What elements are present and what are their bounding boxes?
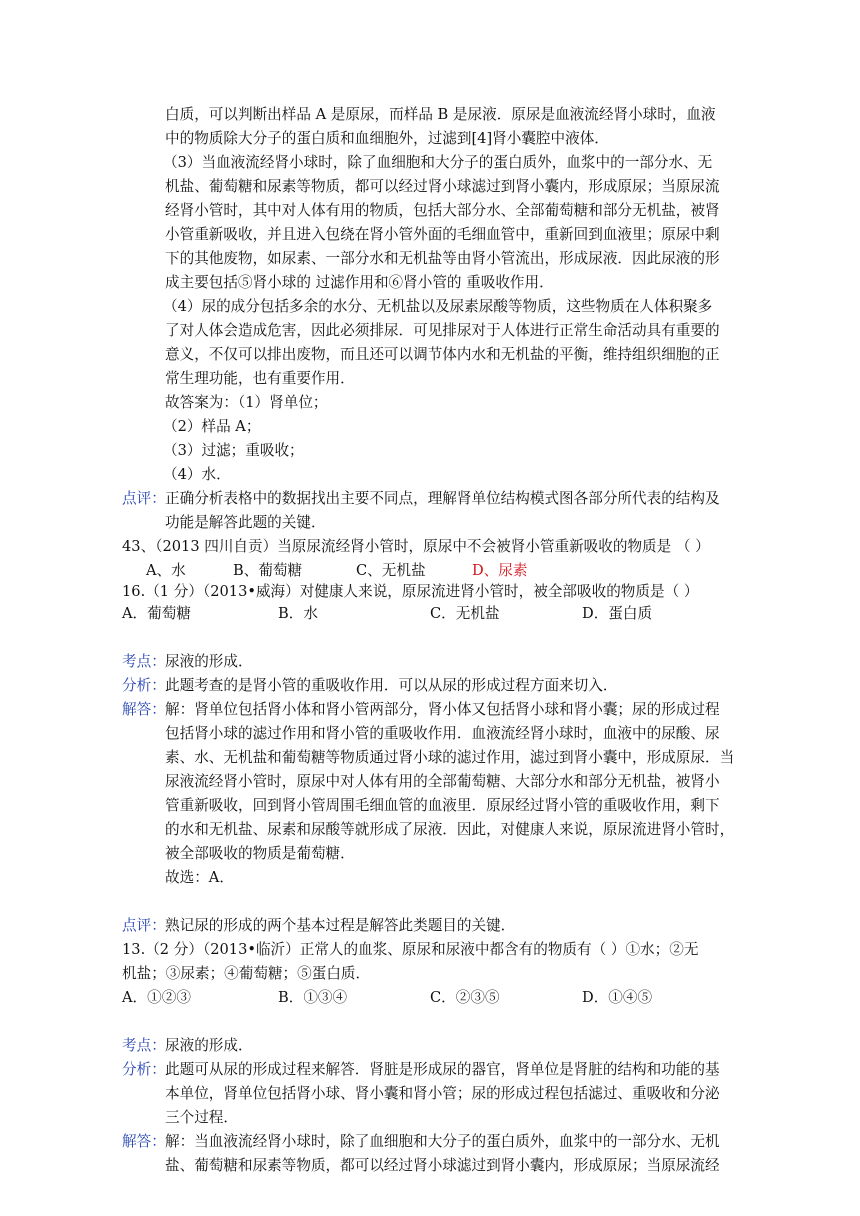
question-16-option-d: D．蛋白质 [582,605,653,622]
solution-text: 解：当血液流经肾小球时，除了血细胞和大分子的蛋白质外，血浆中的一部分水、无机 [165,1133,720,1150]
solution-text: 解：肾单位包括肾小体和肾小管两部分，肾小体又包括肾小球和肾小囊；尿的形成过程 [165,701,720,718]
text-line: 机盐、葡萄糖和尿素等物质，都可以经过肾小球滤过到肾小囊内，形成原尿；当原尿流 [165,178,720,195]
answer-item: （4）水． [163,466,231,483]
solution-text: 包括肾小球的滤过作用和肾小管的重吸收作用．血液流经肾小球时，血液中的尿酸、尿 [165,725,720,742]
answer-item: （3）过滤；重吸收； [163,442,304,459]
point-text: 尿液的形成． [165,653,253,670]
comment-text: 正确分析表格中的数据找出主要不同点，理解肾单位结构模式图各部分所代表的结构及 [165,490,720,507]
text-line: 成主要包括⑤肾小球的 过滤作用和⑥肾小管的 重吸收作用． [165,274,554,291]
analysis-text: 本单位，肾单位包括肾小球、肾小囊和肾小管；尿的形成过程包括滤过、重吸收和分泌 [165,1085,720,1102]
question-43-option-a: A、水 [146,562,186,579]
question-43-stem: 43、（2013 四川自贡）当原尿流经肾小管时，原尿中不会被肾小管重新吸收的物质是 （ ） [122,538,710,555]
answer-item: （2）样品 A； [163,418,261,435]
analysis-text: 三个过程． [165,1109,238,1126]
text-line: 中的物质除大分子的蛋白质和血细胞外，过滤到[4]肾小囊腔中液体． [165,130,609,147]
text-line: （3）当血液流经肾小球时，除了血细胞和大分子的蛋白质外，血浆中的一部分水、无 [163,154,713,171]
analysis-text: 此题考查的是肾小管的重吸收作用．可以从尿的形成过程方面来切入． [165,677,618,694]
question-13-option-d: D．①④⑤ [582,989,653,1006]
text-line: 白质，可以判断出样品 A 是原尿，而样品 B 是尿液．原尿是血液流经肾小球时，血液 [165,106,716,123]
answer-summary: 故答案为：（1）肾单位； [165,394,328,411]
point-label: 考点： [122,653,166,670]
question-13-option-b: B．①③④ [278,989,348,1006]
solution-text: 素、水、无机盐和葡萄糖等物质通过肾小球的滤过作用，滤过到肾小囊中，形成原尿．当 [165,749,735,766]
question-13-option-a: A．①②③ [122,989,191,1006]
question-13-stem: 机盐；③尿素；④葡萄糖；⑤蛋白质． [122,965,371,982]
question-43-option-b: B、葡萄糖 [233,562,303,579]
question-16-option-b: B．水 [278,605,318,622]
question-43-option-d-answer: D、尿素 [472,562,528,579]
question-13-option-c: C．②③⑤ [430,989,500,1006]
question-16-option-a: A．葡萄糖 [122,605,191,622]
question-16-option-c: C．无机盐 [430,605,500,622]
comment-text: 功能是解答此题的关键． [165,514,326,531]
text-line: 了对人体会造成危害，因此必须排尿．可见排尿对于人体进行正常生命活动具有重要的 [165,322,720,339]
text-line: （4）尿的成分包括多余的水分、无机盐以及尿素尿酸等物质，这些物质在人体积聚多 [163,298,713,315]
analysis-text: 此题可从尿的形成过程来解答．肾脏是形成尿的器官，肾单位是肾脏的结构和功能的基 [165,1061,720,1078]
solution-text: 故选：A． [165,869,234,886]
solution-text: 的水和无机盐、尿素和尿酸等就形成了尿液．因此，对健康人来说，原尿流进肾小管时， [165,821,735,838]
analysis-label: 分析： [122,1061,166,1078]
question-13-stem: 13.（2 分）（2013•临沂）正常人的血浆、原尿和尿液中都含有的物质有（ ）①水；②无 [122,941,699,958]
point-label: 考点： [122,1037,166,1054]
solution-text: 被全部吸收的物质是葡萄糖． [165,845,355,862]
question-16-stem: 16.（1 分）（2013•威海）对健康人来说，原尿流进肾小管时，被全部吸收的物质是（ ） [122,583,699,600]
question-43-option-c: C、无机盐 [356,562,426,579]
text-line: 小管重新吸收，并且进入包绕在肾小管外面的毛细血管中，重新回到血液里；原尿中剩 [165,226,720,243]
solution-text: 盐、葡萄糖和尿素等物质，都可以经过肾小球滤过到肾小囊内，形成原尿；当原尿流经 [165,1157,720,1174]
text-line: 下的其他废物，如尿素、一部分水和无机盐等由肾小管流出，形成尿液．因此尿液的形 [165,250,720,267]
text-line: 经肾小管时，其中对人体有用的物质，包括大部分水、全部葡萄糖和部分无机盐，被肾 [165,202,720,219]
comment-label: 点评： [122,917,166,934]
analysis-label: 分析： [122,677,166,694]
text-line: 常生理功能，也有重要作用． [165,370,355,387]
point-text: 尿液的形成． [165,1037,253,1054]
text-line: 意义，不仅可以排出废物，而且还可以调节体内水和无机盐的平衡，维持组织细胞的正 [165,346,720,363]
solution-label: 解答： [122,701,166,718]
solution-text: 管重新吸收，回到肾小管周围毛细血管的血液里．原尿经过肾小管的重吸收作用，剩下 [165,797,720,814]
comment-text: 熟记尿的形成的两个基本过程是解答此类题目的关键． [165,917,516,934]
comment-label: 点评： [122,490,166,507]
solution-text: 尿液流经肾小管时，原尿中对人体有用的全部葡萄糖、大部分水和部分无机盐，被肾小 [165,773,720,790]
solution-label: 解答： [122,1133,166,1150]
